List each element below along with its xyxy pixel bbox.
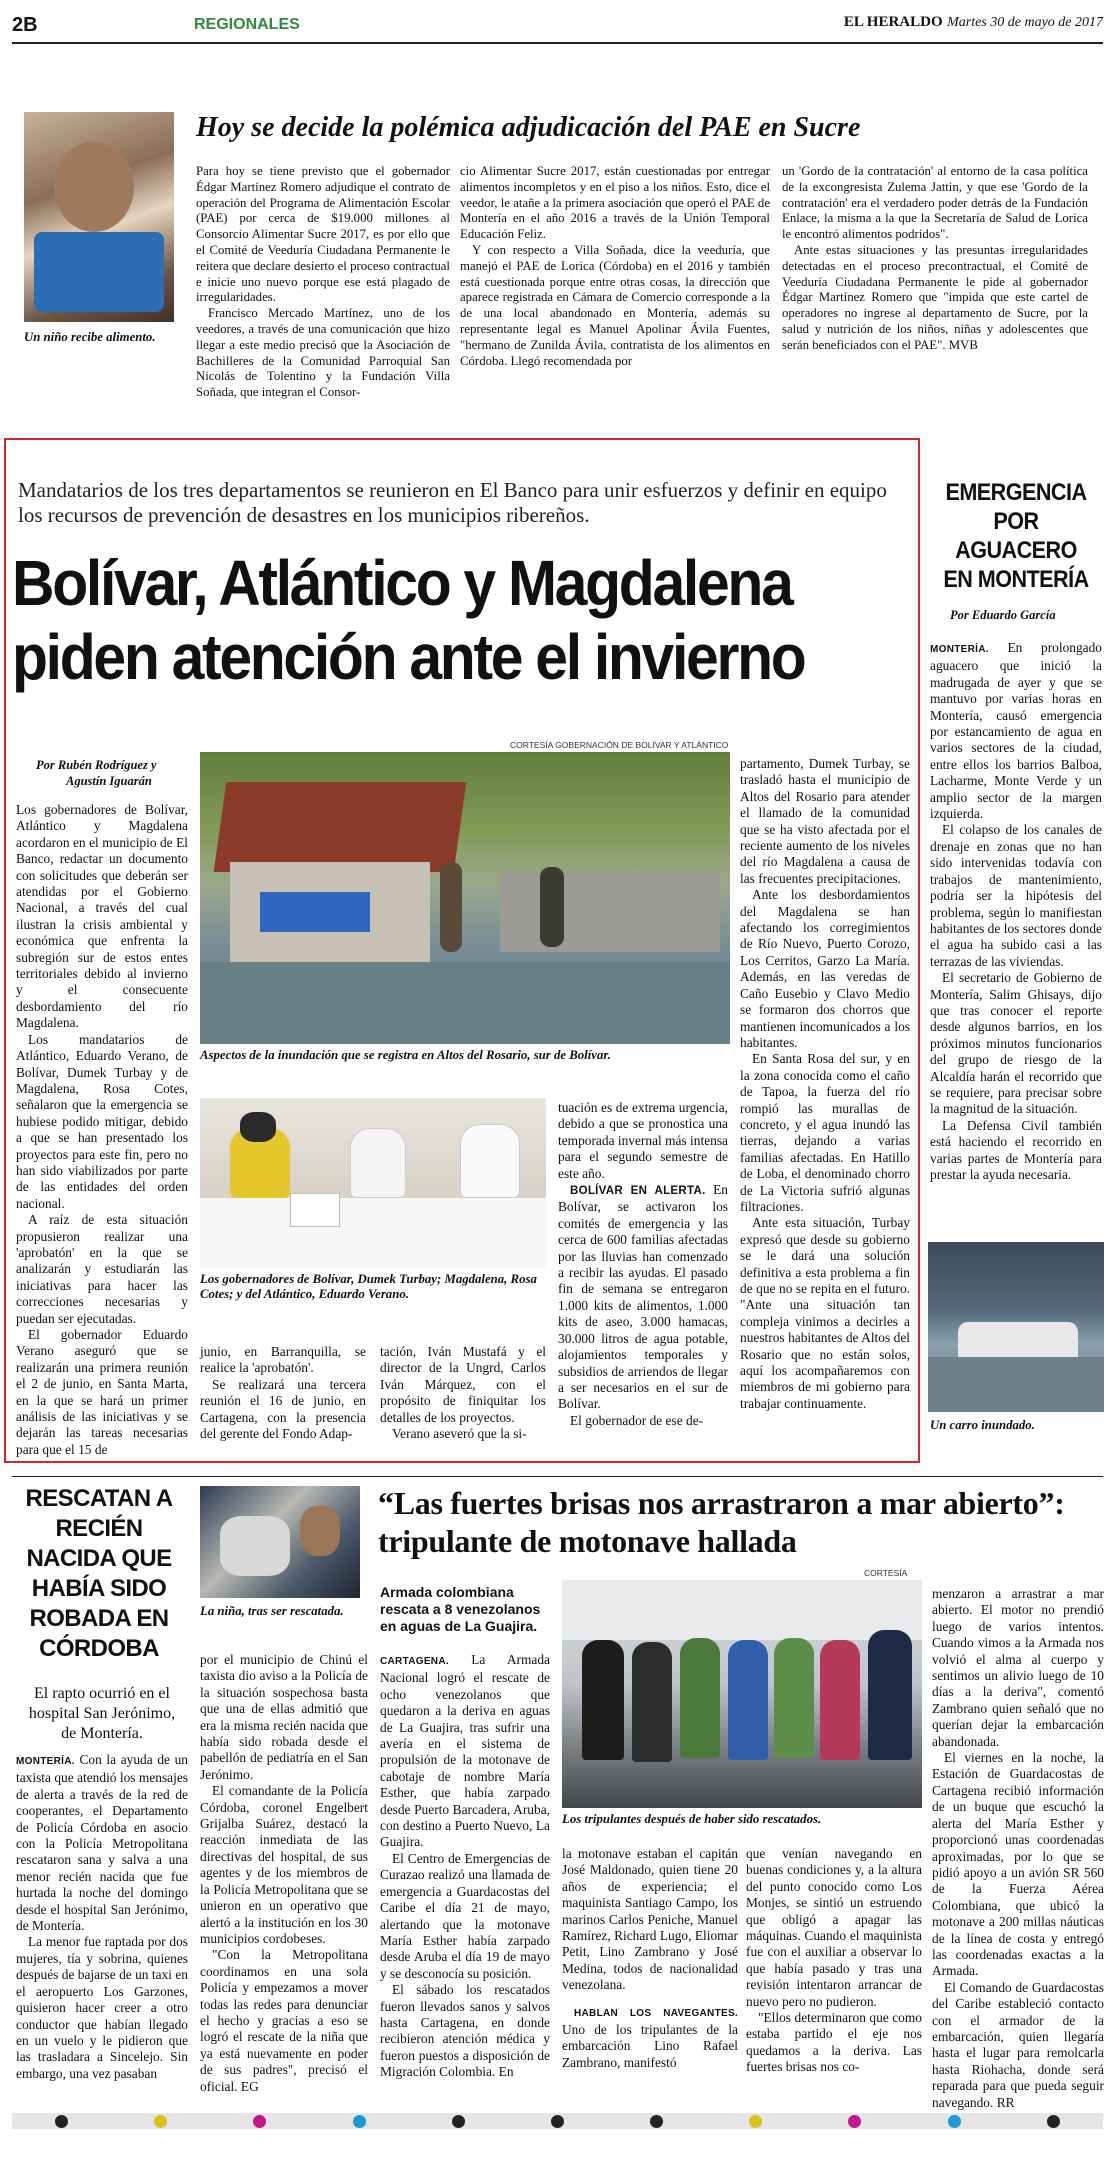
print-registration-bar	[12, 2113, 1103, 2129]
rescate-headline: RESCATAN A RECIÉN NACIDA QUE HABÍA SIDO ROBADA EN CÓRDOBA	[25, 1485, 173, 1662]
rescate-deck: El rapto ocurrió en el hospital San Jerónimo, de Montería.	[28, 1685, 176, 1742]
baby-rescue-photo	[200, 1486, 360, 1598]
monteria-byline: Por Eduardo García	[950, 608, 1056, 622]
pae-headline: Hoy se decide la polémica adjudicación del PAE en Sucre	[196, 112, 861, 143]
bolivar-alert-subhead: BOLÍVAR EN ALERTA.	[570, 1185, 706, 1198]
page-number: 2B	[12, 14, 38, 36]
brisas-column-3: que venían navegando en buenas condiciones y, a la altura del punto conocido como Los Monjes, se sintió un estruendo que obligó a apagar las máquinas. Cuando el maquinista fue con el auxiliar a observar lo que había pasado y tras una revisión intentaron arrancar de nuevo pero no pudieron. "Ellos determinaron que como estaba partido el eje nos quedamos a la deriva. Las fuertes brisas nos co-	[746, 1846, 922, 2075]
main-byline-1: Por Rubén Rodríguez y	[36, 758, 157, 772]
monteria-body: MONTERÍA. En prolongado aguacero que inició la madrugada de ayer y que se mantuvo por varias horas en Montería, causó emergencia por estancamiento de agua en varios sectores de la ciudad, entre ellos los barrios Balboa, Lacharme, Monte Verde y un amplio sector de la margen izquierda. El colapso de los canales de drenaje en zonas que no han sido intervenidas todavía con trabajos de mantenimiento, podría ser la hipótesis del problema, según lo manifiestan habitantes de los sectores donde el agua ha subido casi a las terrazas de las viviendas. El secretario de Gobierno de Montería, Salim Ghisays, dijo que tras conocer el reporte desde algunos barrios, en los próximos minutos funcionarios del grupo de riesgo de la Alcaldía harán el recorrido que se requiere, para precisar sobre la magnitud de la situación. La Defensa Civil también está haciendo el recorrido en varias partes de Montería para prestar la ayuda necesaria.	[930, 640, 1102, 1182]
governors-photo-caption: Los gobernadores de Bolívar, Dumek Turbay; Magdalena, Rosa Cotes; y del Atlántico, Eduardo Verano.	[200, 1272, 537, 1301]
registration-dot-icon	[1047, 2115, 1060, 2128]
bottom-rule	[12, 1476, 1103, 1477]
brisas-credit: CORTESÍA	[864, 1568, 908, 1578]
main-byline-2: Agustín Iguarán	[66, 774, 152, 788]
flood-photo-caption: Aspectos de la inundación que se registra en Altos del Rosario, sur de Bolívar.	[200, 1048, 611, 1062]
main-column-2: junio, en Barranquilla, se realice la 'aprobatón'. Se realizará una tercera reunión el 16 de junio, en Cartagena, con la presencia del gerente del Fondo Adap-	[200, 1344, 366, 1442]
issue-date: Martes 30 de mayo de 2017	[947, 15, 1103, 30]
rescate-column-2: por el municipio de Chinú el taxista dio aviso a la Policía de la situación sospechosa basta que una de ellas admitió que era la misma recién nacida que había sido robada desde el pabellón de pediatría en el San Jerónimo. El comandante de la Policía Córdoba, coronel Engelbert Grijalba Suárez, destacó la reacción inmediata de las directivas del hospital, de sus agentes y de los miembros de la Policía Metropolitana que se unieron en un operativo que alertó a la institución en los 30 municipios cordobeses. "Con la Metropolitana coordinamos en una sola Policía y empezamos a mover todas las redes para denunciar el hecho y gracias a eso se logró el rescate de la niña que ya está nuevamente en poder de sus padres", precisó el oficial. EG	[200, 1652, 368, 2094]
pae-column-2: cio Alimentar Sucre 2017, están cuestionadas por entregar alimentos incompletos y en el piso a los niños. Esto, dice el veedor, le atañe a la primera asociación que operó el PAE de Montería en el año 2016 a través de la Unión Temporal Educación Feliz. Y con respecto a Villa Soñada, dice la veeduría, que manejó el PAE de Lorica (Córdoba) en el 2016 y también está cuestionada porque entre otras cosas, la dirección que aparece registrada en Cámara de Comercio corresponde a la de una local abandonado en Montería, además su representante legal es Manuel Apolinar Ávila Fuentes, "hermano de Zunilda Ávila, contratista de los alimentos en Córdoba. Llegó recomendada por	[460, 164, 770, 368]
main-headline-2: piden atención ante el invierno	[12, 621, 805, 693]
registration-dot-icon	[353, 2115, 366, 2128]
section-label: REGIONALES	[194, 16, 300, 33]
main-column-3a: tación, Iván Mustafá y el director de la Ungrd, Carlos Iván Márquez, con el propósito de finiquitar los detalles de los proyectos. Verano aseveró que la si-	[380, 1344, 546, 1442]
pae-column-1: Para hoy se tiene previsto que el gobernador Édgar Martínez Romero adjudique el contrato de operación del Programa de Alimentación Escolar (PAE) por cerca de $19.000 millones al Consorcio Alimentar Sucre 2017, es por ello que el Comité de Veeduría Ciudadana Permanente le reitera que declare desierto el proceso contractual e inicie uno nuevo porque ese está plagado de irregularidades. Francisco Mercado Martínez, uno de los veedores, a través de una comunicación que hizo llegar a este medio precisó que la Asociación de Bachilleres de la Comunidad Parroquial San Nicolás de Tolentino y la Fundación Villa Soñada, que integran el Consor-	[196, 164, 450, 400]
registration-dot-icon	[551, 2115, 564, 2128]
registration-dot-icon	[253, 2115, 266, 2128]
brisas-column-2: la motonave estaban el capitán José Maldonado, quien tiene 20 años de experiencia; el maquinista Santiago Campo, los marinos Carlos Peniche, Manuel Ramírez, Richard Lugo, Eliomar Petit, Lino Zambrano y José Medina, todos de nacionalidad venezolana. HABLAN LOS NAVEGANTES. Uno de los tripulantes de la embarcación Lino Rafael Zambrano, manifestó	[562, 1846, 738, 2070]
baby-photo-caption: La niña, tras ser rescatada.	[200, 1604, 344, 1618]
crew-photo-caption: Los tripulantes después de haber sido rescatados.	[562, 1812, 822, 1826]
rescate-column-1: MONTERÍA. Con la ayuda de un taxista que atendió los mensajes de alerta a través de la red de cooperantes, el Departamento de Policía Córdoba en asocio con la Policía Metropolitana rescataron sana y salva a una menor recién nacida que fue hurtada la noche del domingo desde el hospital San Jerónimo, de Montería. La menor fue raptada por dos mujeres, tía y sobrina, quienes después de bajarse de un taxi en el aeropuerto Los Garzones, quisieron hacer creer a otro conductor que habían llegado en un vuelo y le pidieron que las trasladara a Sincelejo. Sin embargo, una vez pasaban	[16, 1752, 188, 2081]
flooded-car-caption: Un carro inundado.	[930, 1418, 1035, 1432]
crew-rescued-photo	[562, 1580, 922, 1808]
pae-column-3: un 'Gordo de la contratación' al entorno de la casa política de la excongresista Zulema Jattin, y que ese 'Gordo de la contratación' era el verdadero poder detrás de la Fundación Enlace, la misma a la que la Secretaría de Salud de Lorica le encontró alimentos podridos". Ante estas situaciones y las presuntas irregularidades detectadas en el proceso precontractual, el Comité de Veeduría Ciudadana Permanente le pide al gobernador Édgar Martínez Romero que "impida que este cartel de operadores no ingrese al departamento de Sucre, por la salud y nutrición de los niños, niñas y adolescentes que serán beneficiados con el PAE". MVB	[782, 164, 1088, 352]
registration-dot-icon	[154, 2115, 167, 2128]
flood-photo	[200, 752, 730, 1044]
brisas-column-4: menzaron a arrastrar a mar abierto. El motor no prendió luego de varios intentos. Cuando vimos a la Armada nos volvió el alma al cuerpo y sentimos un alivio luego de 10 días a la deriva", comentó Zambrano quien señaló que no querían dejar la embarcación abandonada. El viernes en la noche, la Estación de Guardacostas de Cartagena recibió información de un buque que escuchó la alerta del María Esther y proporcionó unas coordenadas aproximadas, por lo que se pidió apoyo a un avión SR 560 de la Fuerza Aérea Colombiana, que ubicó la motonave a 200 millas náuticas de la línea de costa y entregó las coordenadas exactas a la Armada. El Comando de Guardacostas del Caribe estableció contacto con el armador de la embarcación, quien llegaría hasta el lugar para remolcarla hasta Riohacha, donde será reparada para que pueda seguir navegando. RR	[932, 1586, 1104, 2110]
photo-credit: CORTESÍA GOBERNACIÓN DE BOLÍVAR Y ATLÁNTICO	[510, 740, 729, 750]
flooded-car-photo	[928, 1242, 1104, 1412]
governors-photo	[200, 1098, 546, 1268]
page-header	[12, 8, 1103, 42]
registration-dot-icon	[749, 2115, 762, 2128]
main-column-1: Los gobernadores de Bolívar, Atlántico y Magdalena acordaron en el municipio de El Banco, redactar un documento con solicitudes que deberán ser atendidas por el Gobierno Nacional, a través del cual ilustran la crisis ambiental y económica que enfrenta la subregión sur de estos entes territoriales debido al invierno y el consecuente desbordamiento del río Magdalena. Los mandatarios de Atlántico, Eduardo Verano, de Bolívar, Dumek Turbay y de Magdalena, Rosa Cotes, señalaron que la emergencia se hubiese podido mitigar, debido a que se han presentado los proyectos para este fin, pero no han sido viabilizados por parte de las entidades del orden nacional. A raíz de esta situación propusieron realizar una 'aprobatón' en la que se analizarán y estudiarán las iniciativas para hacer las correcciones necesarias y puedan ser ejecutadas. El gobernador Eduardo Verano aseguró que se realizarán una primera reunión el 2 de junio, en Santa Marta, en la que se hará un primer análisis de las iniciativas y se dejarán las tareas necesarias para que el 15 de	[16, 802, 188, 1457]
main-column-3: tuación es de extrema urgencia, debido a que se pronostica una temporada invernal más intensa para el segundo semestre de este año. BOLÍVAR EN ALERTA. En Bolívar, se activaron los comités de emergencia y las cerca de 600 familias afectadas por las lluvias han comenzado a recibir las ayudas. El pasado fin de semana se entregaron 1.000 kits de alimentos, 1.000 kits de aseo, 3.000 hamacas, 30.000 litros de agua potable, alojamientos temporales y subsidios de arriendos de llegar a ser necesarios en el sur de Bolívar. El gobernador de ese de-	[558, 1100, 728, 1428]
main-column-4: partamento, Dumek Turbay, se trasladó hasta el municipio de Altos del Rosario para atender el llamado de la comunidad que se ha visto afectada por el reciente aumento de los niveles del río Magdalena a causa de las frecuentes precipitaciones. Ante los desbordamientos del Magdalena se han afectando los corregimientos de Río Nuevo, Puerto Corozo, Los Cerritos, Garzo La María. Además, en las veredas de Caño Eusebio y Clavo Medio se formaron dos chorros que mantienen incomunicados a los habitantes. En Santa Rosa del sur, y en la zona conocida como el caño de Tapoa, la fuerza del río rompió las murallas de concreto, y el agua inundó las tierras, dejando a varias familias afectadas. En Hatillo de Loba, el denominado chorro de La Victoria sufrió algunas filtraciones. Ante esta situación, Turbay expresó que desde su gobierno se le dará una solución definitiva a esta problema a fin de que no se repita en el futuro. "Ante una situación tan compleja vinimos a decirles a nuestros habitantes de Altos del Rosario que no están solos, aquí los acompañaremos con miembros de mi gobierno para trabajar continuamente.	[740, 756, 910, 1411]
newspaper-name: EL HERALDO	[843, 14, 943, 30]
registration-dot-icon	[848, 2115, 861, 2128]
registration-dot-icon	[55, 2115, 68, 2128]
main-deck: Mandatarios de los tres departamentos se reunieron en El Banco para unir esfuerzos y definir en equipo los recursos de prevención de desastres en los municipios ribereños.	[18, 478, 887, 527]
header-rule	[12, 42, 1103, 44]
child-eating-photo	[24, 112, 174, 322]
brisas-column-1: CARTAGENA. La Armada Nacional logró el rescate de ocho venezolanos que quedaron a la deriva en aguas de La Guajira, tras sufrir una avería en el sistema de propulsión de la motonave de cabotaje de nombre María Esther, que había zarpado desde Puerto Barcadera, Aruba, con destino a Puerto Nuevo, La Guajira. El Centro de Emergencias de Curazao realizó una llamada de emergencia a Guardacostas del Caribe el día 21 de mayo, alertando que la motonave María Esther había zarpado desde Aruba el día 19 de mayo y se desconocía su posición. El sábado los rescatados fueron llevados sanos y salvos hasta Cartagena, en donde recibieron atención médica y fueron puestos a disposición de Migración Colombia. En	[380, 1652, 550, 2080]
pae-photo-caption: Un niño recibe alimento.	[24, 330, 156, 344]
registration-dot-icon	[650, 2115, 663, 2128]
registration-dot-icon	[948, 2115, 961, 2128]
monteria-headline: EMERGENCIA POR AGUACERO EN MONTERÍA	[943, 479, 1089, 593]
registration-dot-icon	[452, 2115, 465, 2128]
main-headline-1: Bolívar, Atlántico y Magdalena	[12, 547, 792, 619]
brisas-deck: Armada colombiana rescata a 8 venezolanos en aguas de La Guajira.	[380, 1584, 541, 1634]
brisas-headline: “Las fuertes brisas nos arrastraron a mar abierto”: tripulante de motonave hallada	[378, 1485, 1065, 1559]
